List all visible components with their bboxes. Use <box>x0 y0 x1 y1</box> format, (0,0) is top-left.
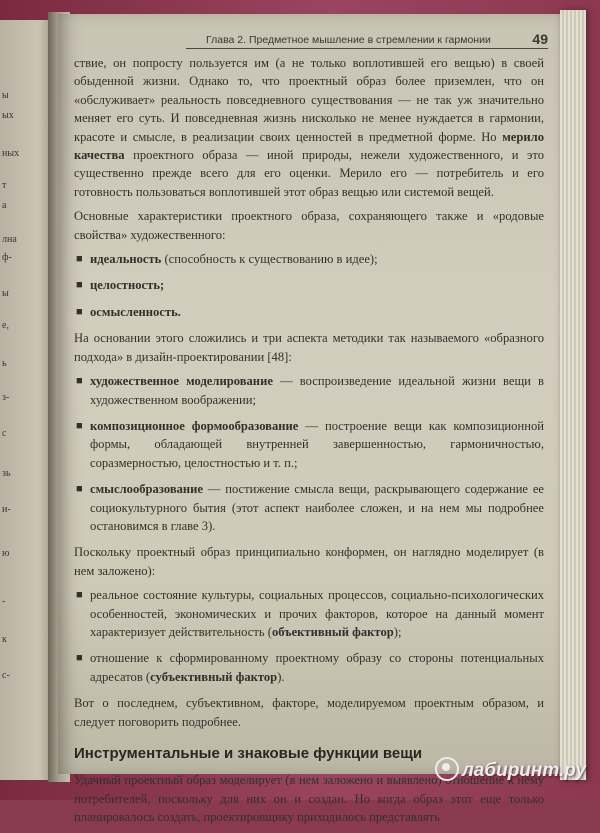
left-page-fragment: и- <box>2 504 11 515</box>
running-head <box>178 28 548 48</box>
list-item: ■ осмысленность. <box>74 303 544 321</box>
bullet-icon: ■ <box>76 483 83 496</box>
left-page-fragment: е, <box>2 320 9 331</box>
list-item: ■ смыслообразование — постижение смысла вещи, раскрывающего содержание ее социокультурного бытия (этот аспект наиболее сложен, и на нем мы подробнее остановимся в главе 3). <box>76 482 544 533</box>
paragraph: Удачный проектный образ моделирует (в нем заложено и выявлено) отношение к нему потребителей, поскольку для них он и создан. Но когда образ этот еще только планировалось создать, проектировщику приходилось представлять <box>74 773 544 825</box>
paragraph: Основные характеристики проектного образа, сохраняющего также и «родовые свойства» художественного: <box>74 209 544 242</box>
left-page-fragment: т <box>2 180 7 191</box>
page-stack-edge <box>560 10 586 780</box>
book-page <box>58 14 563 825</box>
left-page-fragment: ы <box>2 288 9 299</box>
header-rule <box>186 48 548 49</box>
left-page-fragment: с- <box>2 670 10 681</box>
paragraph: Вот о последнем, субъективном, факторе, моделируемом проектным образом, и следует поговорить подробнее. <box>74 696 544 729</box>
left-page-fragment: ы <box>2 90 9 101</box>
left-page-fragment: к <box>2 634 7 645</box>
left-page-fragment: ф- <box>2 252 12 263</box>
bullet-list <box>74 372 544 535</box>
list-item: ■ идеальность (способность к существованию в идее); <box>74 250 544 268</box>
left-page-fragment: лна <box>2 234 17 245</box>
left-page-fragment: ных <box>2 148 20 159</box>
watermark-text: лабиринт.ру <box>461 760 586 781</box>
bullet-icon: ■ <box>76 279 83 292</box>
list-item: ■ реальное состояние культуры, социальных процессов, социально-психологических особенностей, экономических и прочих факторов, которое на данный момент характеризует действительность (объективный фактор); <box>76 588 544 639</box>
bullet-icon: ■ <box>76 419 83 432</box>
bullet-list <box>74 586 544 686</box>
paragraph: На основании этого сложились и три аспекта методики так называемого «образного подхода» в дизайн-проектировании [48]: <box>74 331 544 364</box>
chapter-title: Глава 2. Предметное мышление в стремлении к гармонии <box>206 34 491 46</box>
left-page-fragment: а <box>2 200 7 211</box>
left-page-fragment: ых <box>2 110 14 121</box>
list-item: ■ художественное моделирование — воспроизведение идеальной жизни вещи в художественном воображении; <box>76 374 544 407</box>
left-page-fragment: з- <box>2 392 10 403</box>
page-body <box>74 54 544 833</box>
paragraph: Поскольку проектный образ принципиально конформен, он наглядно моделирует (в нем заложено): <box>74 545 544 578</box>
left-page-fragment: с <box>2 428 7 439</box>
watermark <box>435 757 586 782</box>
list-item: ■ целостность; <box>74 276 544 294</box>
left-page-fragment: ь <box>2 358 7 369</box>
bullet-icon: ■ <box>76 589 83 602</box>
list-item: ■ композиционное формообразование — построение вещи как композиционной формы, обладающей внутренней завершенностью, гармоничностью, соразмерностью, целостностью и т. п.; <box>76 418 544 470</box>
left-page-fragment: зь <box>2 468 11 479</box>
bullet-list <box>74 250 544 321</box>
section-heading: Инструментальные и знаковые функции вещи <box>74 745 423 762</box>
bullet-icon: ■ <box>76 305 83 318</box>
page-number: 49 <box>532 31 548 47</box>
bullet-icon: ■ <box>76 375 83 388</box>
bullet-icon: ■ <box>76 253 83 266</box>
left-page-fragment: - <box>2 596 6 607</box>
bullet-icon: ■ <box>76 652 83 665</box>
list-item: ■ отношение к сформированному проектному образу со стороны потенциальных адресатов (субъективный фактор). <box>76 651 544 684</box>
labirint-logo-icon <box>435 757 459 781</box>
paragraph: ствие, он попросту пользуется им (а не только воплотившей его вещью) в своей обыденной жизни. Однако то, что проектный образ более приземлен, что он «обслуживает» реальность повседневного существования — не так уж значительно меняет его суть. И повседневная жизнь нисколько не менее нуждается в гармонии, красоте и смысле, в реализации своих ценностей в предметной форме. Но мерило качества проектного образа — иной природы, нежели художественного, и это существенно прежде всего для его оценки. Мерило его — потребитель и его готовность пользоваться воплотившей этот образ вещью или системой вещей. <box>74 56 545 199</box>
left-page-fragment: ю <box>2 548 10 559</box>
left-page-edge <box>0 20 55 780</box>
